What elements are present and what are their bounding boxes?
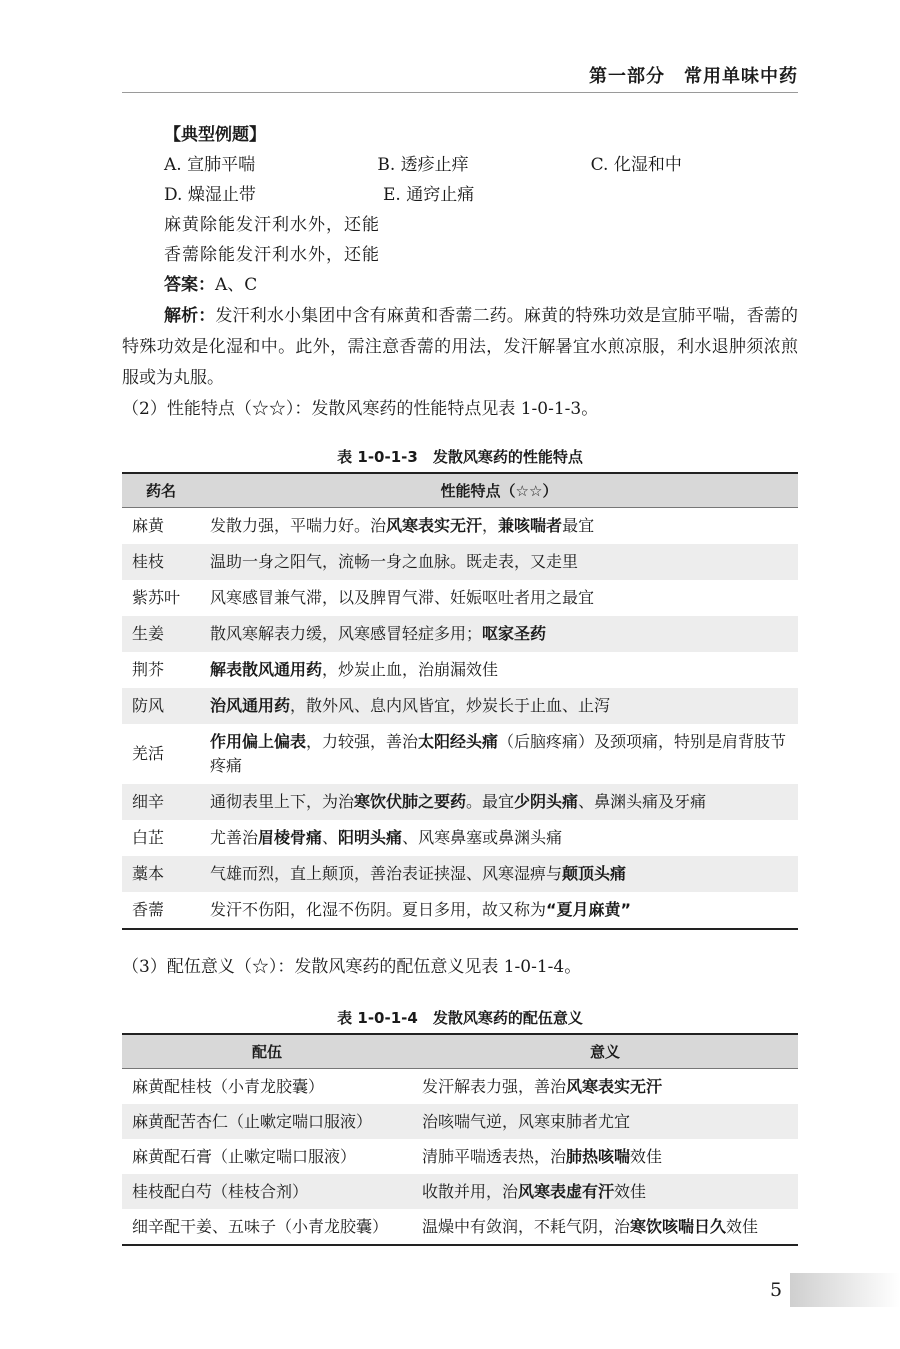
herb-name-cell: 麻黄 xyxy=(132,516,165,535)
feature-text: 通彻表里上下，为治 xyxy=(210,792,355,811)
feature-text: 发散力强，平喘力好。治 xyxy=(210,516,387,535)
meaning-text: 收散并用，治 xyxy=(422,1181,519,1201)
table-2-body xyxy=(122,1069,798,1246)
meaning-cell xyxy=(412,1104,798,1139)
pairing-cell: 麻黄配苦杏仁（止嗽定喘口服液） xyxy=(122,1104,412,1139)
feature-bold-text: 太阳经头痛 xyxy=(418,732,499,751)
feature-text: 发汗不伤阳，化湿不伤阴。夏日多用，故又称为 xyxy=(210,900,547,919)
analysis-text: 发汗利水小集团中含有麻黄和香薷二药。麻黄的特殊功效是宣肺平喘，香薷的特殊功效是化湿和中。此外，需注意香薷的用法，发汗解暑宜水煎凉服，利水退肿须浓煎服或为丸服。 xyxy=(122,306,799,388)
table-row xyxy=(122,616,798,652)
meaning-cell xyxy=(412,1209,798,1245)
table-row xyxy=(122,1104,798,1139)
feature-text: 尤善治 xyxy=(210,828,259,847)
feature-bold-text: 解表散风通用药 xyxy=(210,660,323,679)
feature-bold-text: 治风通用药 xyxy=(210,696,291,715)
feature-cell xyxy=(200,856,798,892)
herb-name-cell: 羌活 xyxy=(132,744,165,763)
feature-text: （后脑疼痛）及颈项痛，特别是肩背肢节疼痛 xyxy=(210,732,787,775)
meaning-cell xyxy=(412,1174,798,1209)
herb-name-cell: 香薷 xyxy=(132,900,165,919)
feature-text: ，炒炭止血，治崩漏效佳 xyxy=(322,660,499,679)
herb-name-cell: 桂枝 xyxy=(122,544,200,580)
meaning-bold-text: 风寒表实无汗 xyxy=(566,1076,663,1096)
option-e: E. 通窍止痛 xyxy=(383,185,475,205)
table-row xyxy=(122,892,798,929)
section-2-paragraph: （2）性能特点（☆☆）：发散风寒药的性能特点见表 1-0-1-3。 xyxy=(122,399,599,419)
page-number: 5 xyxy=(769,1279,783,1301)
feature-text: 。最宜 xyxy=(466,792,515,811)
table-1-header-feature: 性能特点（☆☆） xyxy=(200,473,798,508)
feature-text: 、鼻渊头痛及牙痛 xyxy=(578,792,707,811)
feature-cell xyxy=(200,652,798,688)
table-row xyxy=(122,784,798,820)
table-2-header-row xyxy=(122,1034,798,1069)
feature-bold-text: 兼咳喘者 xyxy=(498,516,563,535)
table-row xyxy=(122,856,798,892)
option-c: C. 化湿和中 xyxy=(590,155,682,175)
pairing-cell: 麻黄配桂枝（小青龙胶囊） xyxy=(132,1076,325,1096)
table-row xyxy=(122,580,798,616)
feature-bold-text: 眉棱骨痛 xyxy=(258,828,323,847)
table-row xyxy=(122,1174,798,1209)
feature-cell xyxy=(200,616,798,652)
meaning-text: 效佳 xyxy=(630,1146,663,1166)
meaning-text: 清肺平喘透表热，治 xyxy=(422,1146,567,1166)
herb-name-cell: 紫苏叶 xyxy=(132,588,181,607)
meaning-bold-text: 风寒表虚有汗 xyxy=(518,1181,615,1201)
feature-cell xyxy=(200,784,798,820)
feature-cell xyxy=(200,580,798,616)
feature-cell xyxy=(200,544,798,580)
footer-gradient-bar xyxy=(790,1273,900,1307)
table-1 xyxy=(122,472,798,930)
feature-bold-text: 阳明头痛 xyxy=(338,828,403,847)
feature-text: 温助一身之阳气，流畅一身之血脉。既走表，又走里 xyxy=(210,552,579,571)
table-1-caption: 表 1-0-1-3 发散风寒药的性能特点 xyxy=(337,448,583,466)
feature-cell xyxy=(200,724,798,784)
typical-example xyxy=(164,120,804,300)
meaning-bold-text: 寒饮咳喘日久 xyxy=(630,1216,727,1236)
feature-text: ， xyxy=(482,516,499,535)
meaning-text: 温燥中有敛润，不耗气阴，治 xyxy=(422,1216,631,1236)
answer xyxy=(164,270,804,300)
meaning-cell xyxy=(412,1139,798,1174)
table-row xyxy=(122,724,798,784)
feature-text: 、风寒鼻塞或鼻渊头痛 xyxy=(402,828,563,847)
analysis-label: 解析： xyxy=(164,306,216,326)
table-row xyxy=(122,688,798,724)
meaning-text: 发汗解表力强，善治 xyxy=(422,1076,567,1096)
table-1-header-row xyxy=(122,473,798,508)
feature-bold-text: “夏月麻黄” xyxy=(546,900,632,919)
example-title: 【典型例题】 xyxy=(164,125,266,145)
table-row xyxy=(122,508,798,545)
table-1-body xyxy=(122,508,798,930)
table-row xyxy=(122,652,798,688)
answer-label: 答案： xyxy=(164,275,215,295)
feature-bold-text: 作用偏上偏表 xyxy=(210,732,307,751)
table-row xyxy=(122,820,798,856)
feature-cell xyxy=(200,508,798,545)
feature-cell xyxy=(200,892,798,929)
option-b: B. 透疹止痒 xyxy=(377,155,469,175)
analysis-paragraph xyxy=(122,301,798,394)
option-a: A. 宣肺平喘 xyxy=(164,155,256,175)
feature-text: ，散外风、息内风皆宜，炒炭长于止血、止泻 xyxy=(290,696,611,715)
feature-text: 气雄而烈，直上颠顶，善治表证挟湿、风寒湿痹与 xyxy=(210,864,563,883)
pairing-cell: 麻黄配石膏（止嗽定喘口服液） xyxy=(132,1146,357,1166)
options-row-1 xyxy=(164,150,804,180)
meaning-cell xyxy=(412,1069,798,1105)
answer-value: A、C xyxy=(215,275,258,295)
pairing-cell: 细辛配干姜、五味子（小青龙胶囊） xyxy=(132,1216,389,1236)
feature-text: ，力较强，善治 xyxy=(306,732,419,751)
herb-name-cell: 藁本 xyxy=(122,856,200,892)
table-row xyxy=(122,1069,798,1105)
options-row-2 xyxy=(164,180,804,210)
table-row xyxy=(122,1209,798,1245)
feature-cell xyxy=(200,688,798,724)
herb-name-cell: 生姜 xyxy=(122,616,200,652)
feature-text: 、 xyxy=(322,828,339,847)
feature-cell xyxy=(200,820,798,856)
table-row xyxy=(122,1139,798,1174)
feature-text: 散风寒解表力缓，风寒感冒轻症多用； xyxy=(210,624,483,643)
feature-bold-text: 呕家圣药 xyxy=(482,624,547,643)
pairing-cell: 桂枝配白芍（桂枝合剂） xyxy=(122,1174,412,1209)
table-2 xyxy=(122,1033,798,1246)
feature-text: 最宜 xyxy=(562,516,595,535)
feature-text: 风寒感冒兼气滞，以及脾胃气滞、妊娠呕吐者用之最宜 xyxy=(210,588,595,607)
table-2-caption: 表 1-0-1-4 发散风寒药的配伍意义 xyxy=(337,1009,583,1027)
option-d: D. 燥湿止带 xyxy=(164,185,256,205)
running-header xyxy=(122,66,798,93)
section-3-paragraph: （3）配伍意义（☆）：发散风寒药的配伍意义见表 1-0-1-4。 xyxy=(122,957,582,977)
meaning-text: 效佳 xyxy=(614,1181,647,1201)
herb-name-cell: 荆芥 xyxy=(132,660,165,679)
table-2-header-pair: 配伍 xyxy=(122,1034,412,1069)
feature-bold-text: 风寒表实无汗 xyxy=(386,516,483,535)
feature-bold-text: 颠顶头痛 xyxy=(562,864,627,883)
running-header-title: 第一部分 常用单味中药 xyxy=(589,66,798,87)
meaning-bold-text: 肺热咳喘 xyxy=(566,1146,631,1166)
herb-name-cell: 细辛 xyxy=(122,784,200,820)
meaning-text: 治咳喘气逆，风寒束肺者尤宜 xyxy=(422,1111,631,1131)
meaning-text: 效佳 xyxy=(726,1216,759,1236)
question-1: 麻黄除能发汗利水外，还能 xyxy=(164,215,380,235)
herb-name-cell: 白芷 xyxy=(132,828,165,847)
table-1-header-name: 药名 xyxy=(122,473,200,508)
feature-bold-text: 寒饮伏肺之要药 xyxy=(354,792,467,811)
herb-name-cell: 防风 xyxy=(122,688,200,724)
question-2: 香薷除能发汗利水外，还能 xyxy=(164,245,380,265)
table-row xyxy=(122,544,798,580)
table-2-header-meaning: 意义 xyxy=(412,1034,798,1069)
feature-bold-text: 少阴头痛 xyxy=(514,792,579,811)
